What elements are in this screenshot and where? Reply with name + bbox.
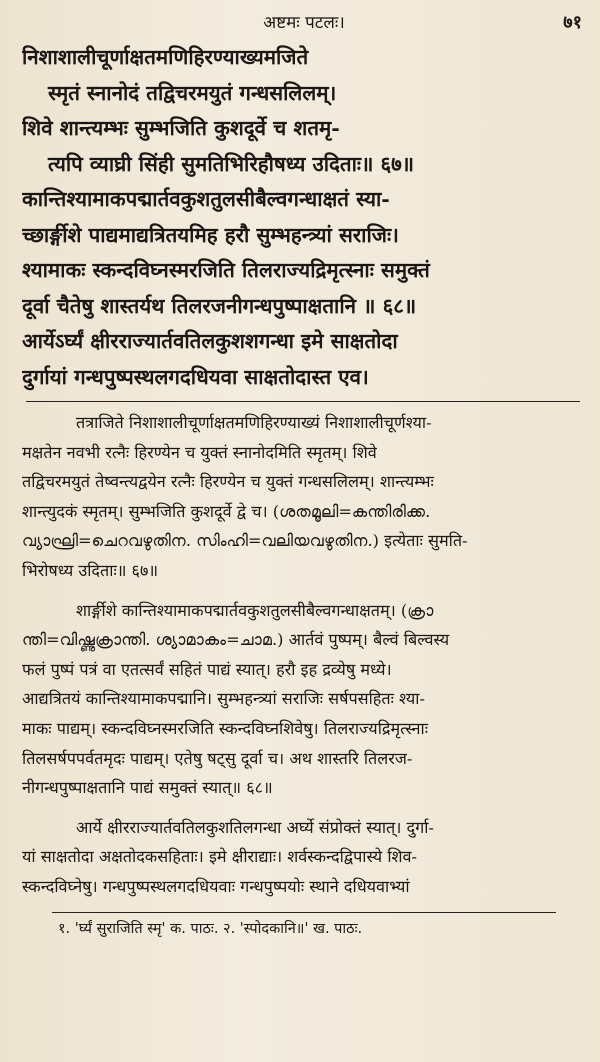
commentary-line: तत्राजिते निशाशालीचूर्णाक्षतमणिहिरण्याख्यं निशाशालीचूर्णश्या- (76, 413, 432, 432)
verse-line: त्यपि व्याघ्री सिंही सुमतिभिरिहौषध्य उदिताः॥ ६७॥ (48, 151, 415, 176)
commentary-line: मक्षतेन नवभी रत्नैः हिरण्येन च युक्तं स्नानोदमिति स्मृतम्। शिवे (22, 442, 377, 462)
paragraph-gap (22, 586, 586, 596)
verse-line: च्छार्ङ्गीशे पाद्यमाद्यत्रितयमिह हरौ सुम्भहन्त्र्यां सराजिः। (22, 222, 399, 247)
page-number: ७१ (563, 12, 582, 33)
commentary-line: വ്യാഘ്രി=ചെറവഴുതിന. സിംഹി=വലിയവഴുതിന.) इत्येताः सुमति- (22, 531, 468, 551)
commentary-line: आर्ये क्षीरराज्यार्तवतिलकुशतिलगन्धा अर्घ्ये संप्रोक्तं स्यात्। दुर्गा- (76, 817, 434, 837)
verse-line: निशाशालीचूर्णाक्षतमणिहिरण्याख्यमजिते (22, 45, 309, 69)
verse-line: कान्तिश्यामाकपद्मार्तवकुशतुलसीबैल्वगन्धाक्षतं स्या- (22, 187, 390, 211)
verse-line: दुर्गायां गन्धपुष्पस्थलगदधियवा साक्षतोदास्त एव। (22, 364, 369, 389)
verse-line: श्यामाकः स्कन्दविघ्नस्मरजिति तिलराज्यद्रिमृत्स्नाः समुक्तं (22, 258, 430, 282)
page-header (22, 6, 586, 36)
commentary-line: आद्यत्रितयं कान्तिश्यामाकपद्मानि। सुम्भहन्त्र्यां सराजिः सर्षपसहितः श्या- (22, 689, 425, 709)
commentary-line: भिरोषध्य उदिताः॥ ६७॥ (22, 560, 159, 580)
paragraph-gap (22, 803, 586, 813)
commentary-line: नीगन्धपुष्पाक्षतानि पाद्यं समुक्तं स्यात्॥ ६८॥ (22, 778, 273, 798)
commentary-block (22, 408, 586, 902)
commentary-line: माकः पाद्यम्। स्कन्दविघ्नस्मरजिति स्कन्दविघ्नशिवेषु। तिलराज्यद्रिमृत्स्नाः (22, 718, 428, 738)
verse-line: शिवे शान्त्यम्भः सुम्भजिति कुशदूर्वे च शतमृ- (22, 116, 340, 140)
footnote-divider (52, 912, 556, 913)
verse-line: दूर्वा चैतेषु शास्तर्यथ तिलरजनीगन्धपुष्पाक्षतानि ॥ ६८॥ (22, 293, 417, 318)
commentary-line: तिलसर्षपपर्वतमृदः पाद्यम्। एतेषु षट्सु दूर्वा च। अथ शास्तरि तिलरज- (22, 748, 413, 768)
commentary-line: शान्त्युदकं स्मृतम्। सुम्भजिति कुशदूर्वे द्वे च। (ശതമൂലി=കന്തിരിക്ക. (22, 501, 431, 521)
commentary-line: ന്തി=വിഷ്ണുക്രാന്തി. ശ്യാമാകം=ചാമ.) आर्तवं पुष्पम्। बैल्वं बिल्वस्य (22, 630, 450, 650)
commentary-line: यां साक्षतोदा अक्षतोदकसहिताः। इमे क्षीराद्याः। शर्वस्कन्दद्विपास्ये शिव- (22, 847, 417, 867)
verse-block (22, 40, 586, 395)
verse-line: स्मृतं स्नानोदं तद्विचरमयुतं गन्धसलिलम्। (48, 80, 337, 105)
commentary-line: फलं पुष्पं पत्रं वा एतत्सर्वं सहितं पाद्यं स्यात्। हरौ इह द्रव्येषु मध्ये। (22, 659, 392, 679)
section-divider (26, 401, 580, 402)
verse-line: आर्येऽर्घ्यं क्षीरराज्यार्तवतिलकुशशगन्धा इमे साक्षतोदा (22, 329, 398, 353)
commentary-line: स्कन्दविघ्नेषु। गन्धपुष्पस्थलगदधियवाः गन्धपुष्पयोः स्थाने दधियवाभ्यां (22, 876, 410, 896)
chapter-title: अष्टमः पटलः। (263, 12, 345, 33)
footnote: १. 'र्घ्यं सुराजिति स्मृ' क. पाठः. २. 'स्पोदकानि॥' ख. पाठः. (58, 920, 363, 937)
commentary-line: तद्विचरमयुतं तेष्वन्त्यद्वयेन रत्नैः हिरण्येन च युक्तं गन्धसलिलम्। शान्त्यम्भः (22, 472, 434, 492)
commentary-line: शार्ङ्गीशे कान्तिश्यामाकपद्मार्तवकुशतुलसीबैल्वगन्धाक्षतम्। (ക്രാ (76, 600, 434, 620)
